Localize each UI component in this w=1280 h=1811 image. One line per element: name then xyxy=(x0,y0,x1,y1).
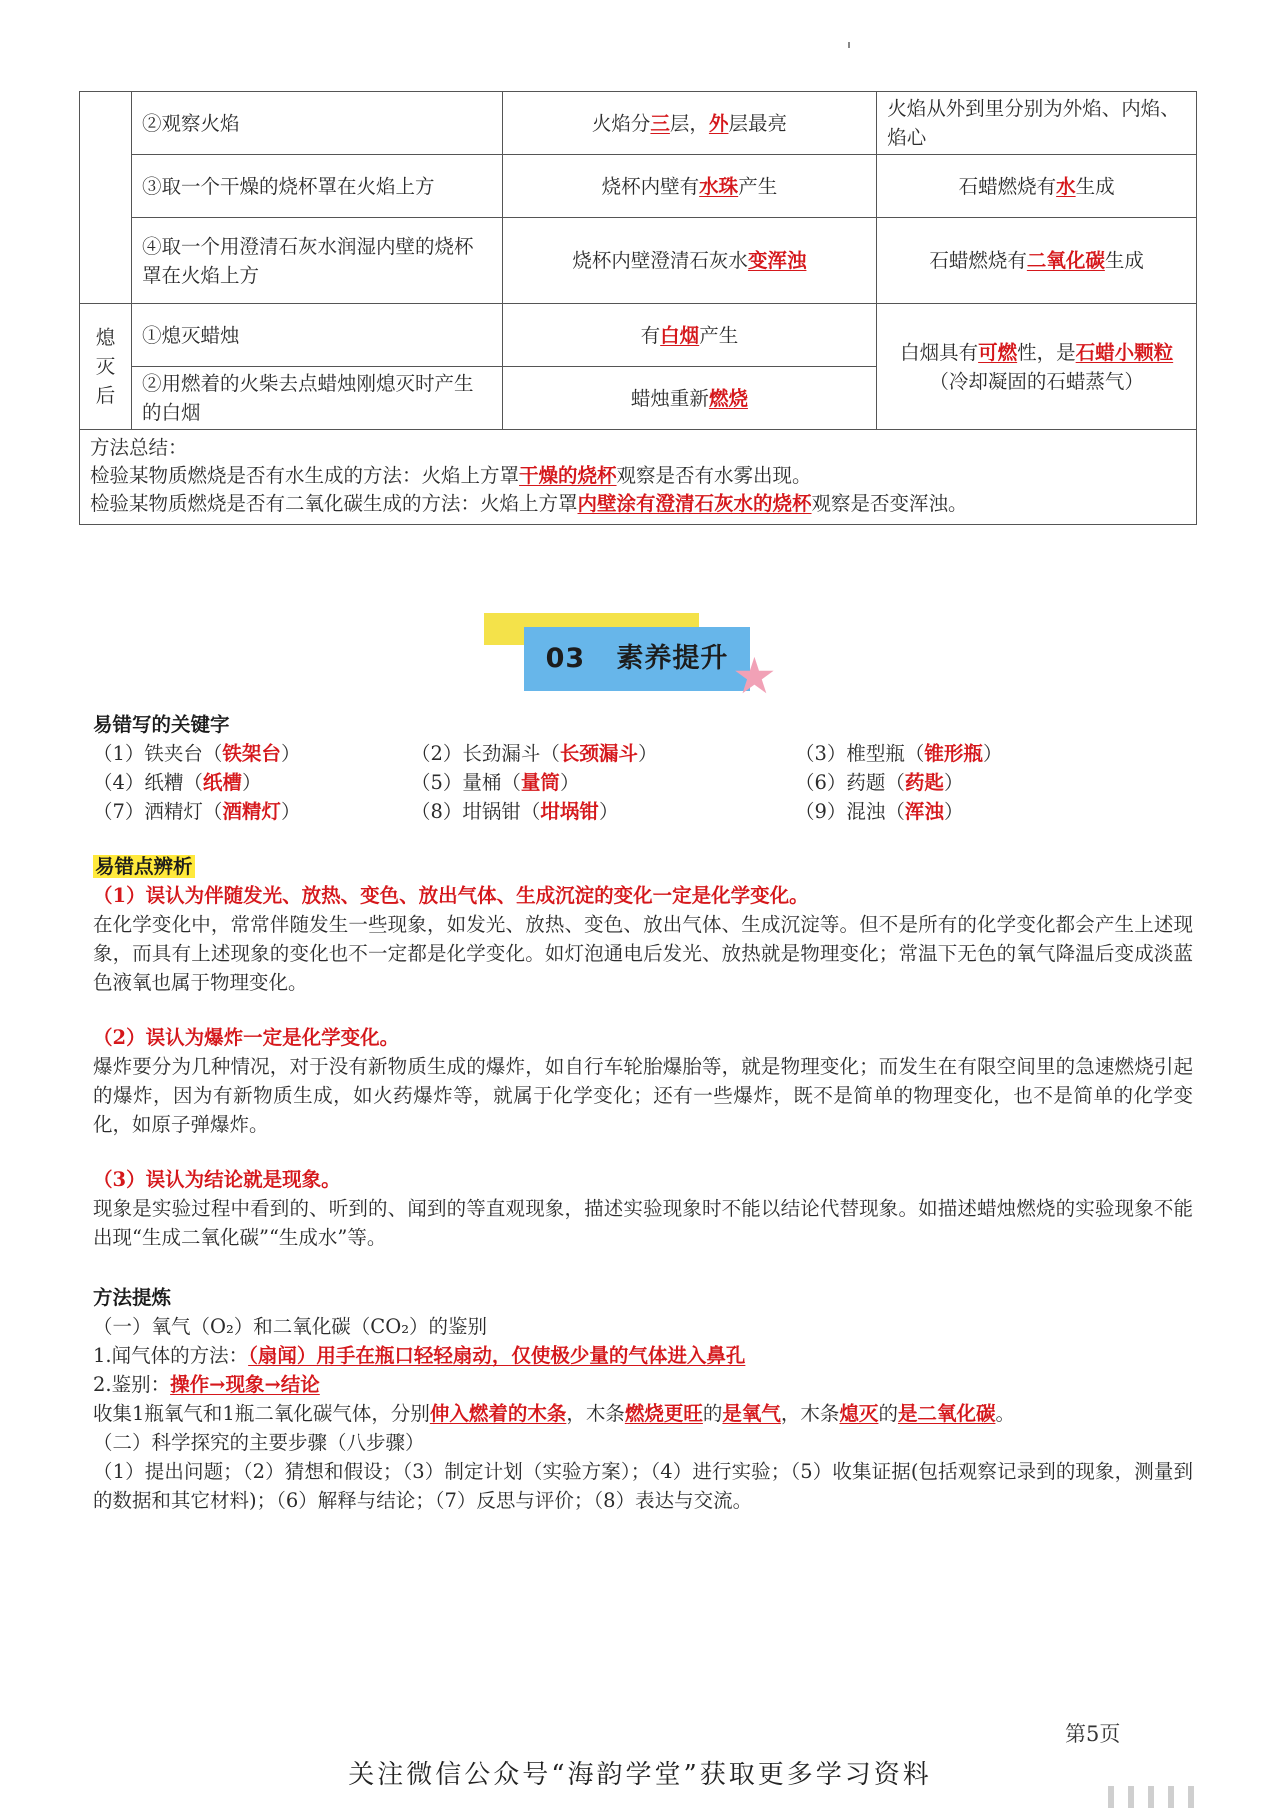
conclusion-cell: 火焰从外到里分别为外焰、内焰、焰心 xyxy=(877,92,1197,155)
methods-section xyxy=(93,1283,1193,1515)
keyword-item: （6）药题（药匙） xyxy=(795,771,964,794)
bar-mark xyxy=(1168,1786,1174,1808)
conclusion-cell: 白烟具有可燃性，是石蜡小颗粒 （冷却凝固的石蜡蒸气） xyxy=(877,304,1197,430)
identify-method: 2.鉴别：操作→现象→结论 xyxy=(93,1373,320,1396)
method-summary: 方法总结： 检验某物质燃烧是否有水生成的方法：火焰上方罩干燥的烧杯观察是否有水雾出现。 检验某物质燃烧是否有二氧化碳生成的方法：火焰上方罩内壁涂有澄清石灰水的烧杯观察是否变浑浊。 xyxy=(80,430,1197,525)
section-banner xyxy=(484,613,794,703)
keyword-row xyxy=(93,768,1193,797)
keyword-item: （9）混浊（浑浊） xyxy=(795,800,964,823)
inquiry-steps: （1）提出问题；（2）猜想和假设；（3）制定计划（实验方案）；（4）进行实验；（5）收集证据(包括观察记录到的现象，测量到的数据和其它材料)；（6）解释与结论；（7）反思与评价；（8）表达与交流。 xyxy=(93,1460,1193,1512)
collect-method: 收集1瓶氧气和1瓶二氧化碳气体，分别伸入燃着的木条，木条燃烧更旺的是氧气，木条熄灭的是二氧化碳。 xyxy=(93,1402,1015,1425)
keyword-item: （2）长劲漏斗（长颈漏斗） xyxy=(411,742,658,765)
step-cell: ③取一个干燥的烧杯罩在火焰上方 xyxy=(131,155,502,218)
keyword-row xyxy=(93,797,1193,826)
error-body: 爆炸要分为几种情况，对于没有新物质生成的爆炸，如自行车轮胎爆胎等，就是物理变化；而发生在有限空间里的急速燃烧引起的爆炸，因为有新物质生成，如火药爆炸等，就属于化学变化；还有一些爆炸，既不是简单的物理变化，也不是简单的化学变化，如原子弹爆炸。 xyxy=(93,1055,1193,1136)
table-row xyxy=(80,92,1197,155)
error-heading: （1）误认为伴随发光、放热、变色、放出气体、生成沉淀的变化一定是化学变化。 xyxy=(93,884,809,907)
methods-title: 方法提炼 xyxy=(93,1286,172,1309)
keyword-item: （5）量桶（量筒） xyxy=(411,771,580,794)
errors-section xyxy=(93,852,1193,1252)
errors-title: 易错点辨析 xyxy=(95,855,193,878)
conclusion-cell: 石蜡燃烧有水生成 xyxy=(877,155,1197,218)
bar-mark xyxy=(1148,1786,1154,1808)
methods-subtitle-2: （二）科学探究的主要步骤（八步骤） xyxy=(93,1431,425,1454)
keyword-item: （7）洒精灯（酒精灯） xyxy=(93,800,301,823)
bar-mark xyxy=(1128,1786,1134,1808)
keyword-row xyxy=(93,739,1193,768)
phenomenon-cell: 有白烟产生 xyxy=(502,304,877,367)
scan-mark xyxy=(848,42,850,48)
table-row xyxy=(80,218,1197,304)
keyword-item: （8）坩锅钳（坩埚钳） xyxy=(411,800,619,823)
scan-bars xyxy=(1108,1786,1194,1808)
phenomenon-cell: 蜡烛重新燃烧 xyxy=(502,367,877,430)
keyword-item: （3）椎型瓶（锥形瓶） xyxy=(795,742,1003,765)
table-row xyxy=(80,304,1197,367)
error-body: 现象是实验过程中看到的、听到的、闻到的等直观现象，描述实验现象时不能以结论代替现象。如描述蜡烛燃烧的实验现象不能出现“生成二氧化碳”“生成水”等。 xyxy=(93,1197,1193,1249)
step-cell: ②观察火焰 xyxy=(131,92,502,155)
conclusion-cell: 石蜡燃烧有二氧化碳生成 xyxy=(877,218,1197,304)
footer-note: 关注微信公众号“海韵学堂”获取更多学习资料 xyxy=(348,1760,932,1790)
phenomenon-cell: 烧杯内壁澄清石灰水变浑浊 xyxy=(502,218,877,304)
methods-subtitle-1: （一）氧气（O₂）和二氧化碳（CO₂）的鉴别 xyxy=(93,1315,488,1338)
table-row xyxy=(80,155,1197,218)
phenomenon-cell: 烧杯内壁有水珠产生 xyxy=(502,155,877,218)
step-cell: ④取一个用澄清石灰水润湿内壁的烧杯罩在火焰上方 xyxy=(131,218,502,304)
bar-mark xyxy=(1188,1786,1194,1808)
keyword-item: （1）铁夹台（铁架台） xyxy=(93,742,301,765)
experiment-table xyxy=(79,91,1197,525)
error-heading: （2）误认为爆炸一定是化学变化。 xyxy=(93,1026,400,1049)
keyword-item: （4）纸糟（纸槽） xyxy=(93,771,262,794)
summary-row xyxy=(80,430,1197,525)
keywords-title: 易错写的关键字 xyxy=(93,713,230,736)
page-number: 第5页 xyxy=(1065,1722,1121,1746)
bar-mark xyxy=(1108,1786,1114,1808)
phenomenon-cell: 火焰分三层，外层最亮 xyxy=(502,92,877,155)
group-cell-empty xyxy=(80,92,132,304)
error-body: 在化学变化中，常常伴随发生一些现象，如发光、放热、变色、放出气体、生成沉淀等。但不是所有的化学变化都会产生上述现象，而具有上述现象的变化也不一定都是化学变化。如灯泡通电后发光、放热就是物理变化；常温下无色的氧气降温后变成淡蓝色液氧也属于物理变化。 xyxy=(93,913,1193,994)
smell-method: 1.闻气体的方法：（扇闻）用手在瓶口轻轻扇动，仅使极少量的气体进入鼻孔 xyxy=(93,1344,746,1367)
step-cell: ①熄灭蜡烛 xyxy=(131,304,502,367)
star-icon: ★ xyxy=(732,647,777,705)
banner-title: 03 素养提升 xyxy=(524,627,750,691)
group-label-after-extinguish: 熄灭后 xyxy=(80,304,132,430)
error-heading: （3）误认为结论就是现象。 xyxy=(93,1168,341,1191)
step-cell: ②用燃着的火柴去点蜡烛刚熄灭时产生的白烟 xyxy=(131,367,502,430)
keywords-section xyxy=(93,710,1193,826)
